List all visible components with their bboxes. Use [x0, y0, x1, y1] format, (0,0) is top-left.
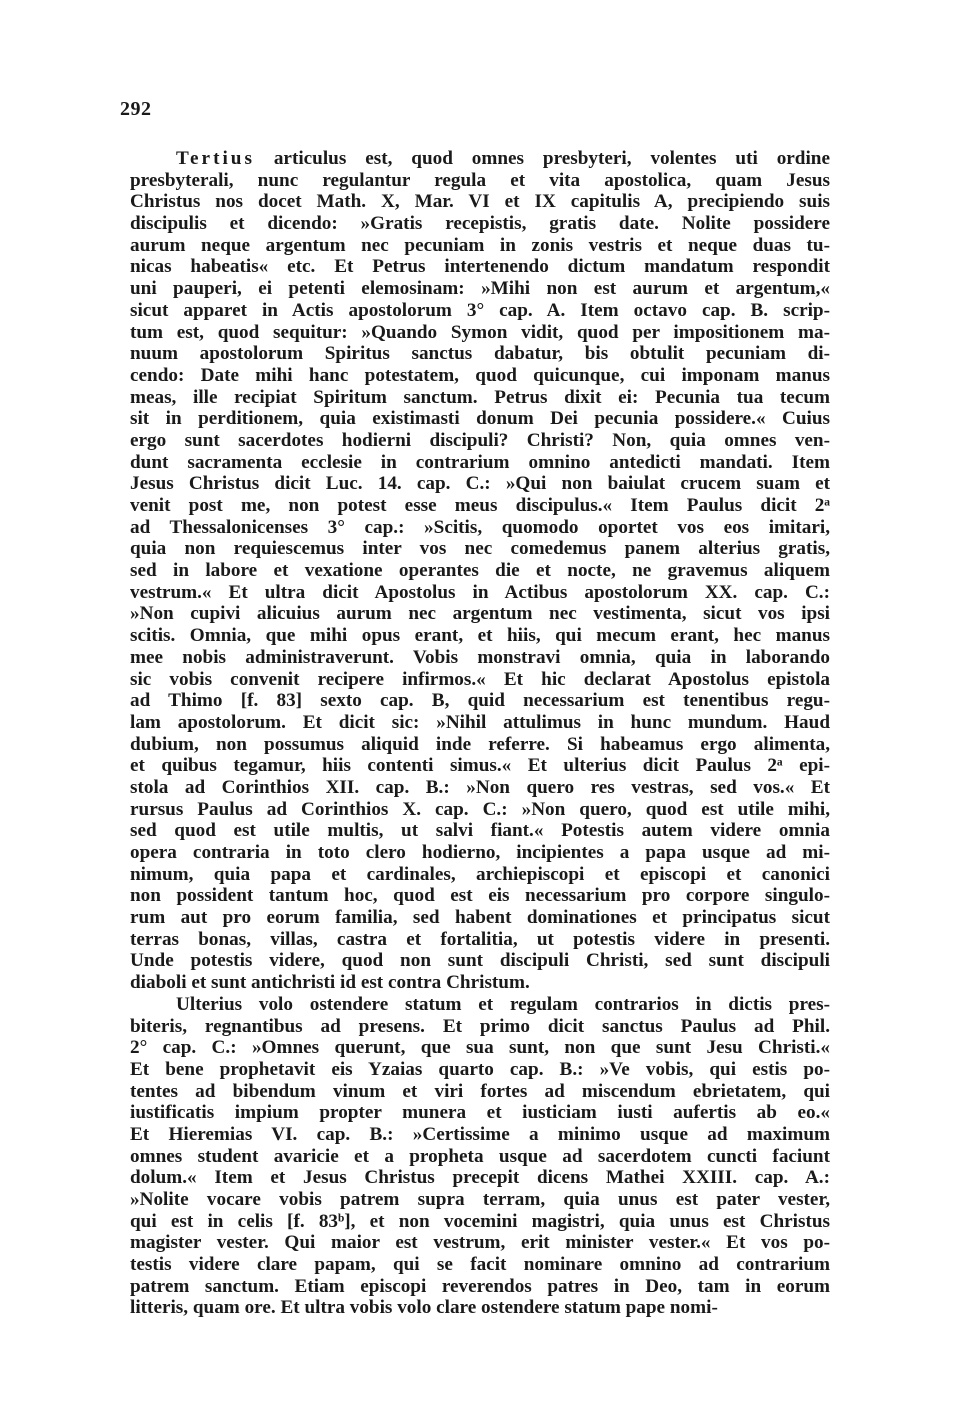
text-line: aurum neque argentum nec pecuniam in zonis vestris et neque duas tu- — [130, 234, 830, 256]
text-line: rursus Paulus ad Corinthios X. cap. C.: »Non quero, quod est utile mihi, — [130, 798, 830, 820]
text-line: diaboli et sunt antichristi id est contra Christum. — [130, 972, 530, 994]
text-line: ergo sunt sacerdotes hodierni discipuli? Christi? Non, quia omnes ven- — [130, 429, 830, 451]
text-line: iustificatis impium propter munera et iusticiam iusti aufertis ab eo.« — [130, 1102, 830, 1124]
text-line: patrem sanctum. Etiam episcopi reverendos patres in Deo, tam in eorum — [130, 1275, 830, 1297]
text-line: testis videre clare papam, qui se facit nominare omnino ad contrarium — [130, 1254, 830, 1276]
text-line: sed quod est utile multis, ut salvi fiant.« Potestis autem videre omnia — [130, 820, 830, 842]
text-line: opera contraria in toto clero hodierno, incipientes a papa usque ad mi- — [130, 842, 830, 863]
text-line: Et bene prophetavit eis Yzaias quarto cap. B.: »Ve vobis, qui estis po- — [130, 1058, 830, 1080]
text-line: mee nobis administraverunt. Vobis monstravi omnia, quia in laborando — [130, 646, 830, 668]
text-line: ad Thimo [f. 83] sexto cap. B, quid necessarium est tenentibus regu- — [130, 690, 830, 712]
text-line: tentes ad bibendum vinum et viri fortes ad miscendum ebrietatem, qui — [130, 1080, 830, 1102]
text-line: Unde potestis videre, quod non sunt discipuli Christi, sed sunt discipuli — [130, 950, 830, 972]
text-line: sicut apparet in Actis apostolorum 3° cap. A. Item octavo cap. B. scrip- — [130, 299, 830, 321]
text-line: quia non requiescemus inter vos nec comedemus panem alterius gratis, — [130, 538, 830, 560]
text-line: rum aut pro eorum familia, sed habent dominationes et principatus sicut — [130, 907, 830, 929]
text-line: Ulterius volo ostendere statum et regulam contrarios in dictis pres- — [176, 993, 830, 1015]
text-line: omnes student avaricie et a propheta usque ad sacerdotem cuncti faciunt — [130, 1145, 830, 1167]
text-line: venit post me, non potest esse meus discipulus.« Item Paulus dicit 2ᵃ — [130, 495, 830, 516]
text-line: nimum, quia papa et cardinales, archiepiscopi et episcopi et canonici — [130, 863, 830, 885]
text-line: terras bonas, villas, castra et fortalitia, ut potestis videre in presenti. — [130, 928, 830, 950]
text-line: et quibus tegamur, hiis contenti simus.« Et ulterius dicit Paulus 2ᵃ epi- — [130, 755, 830, 777]
text-line: dunt sacramenta ecclesie in contrarium omnino antedicti mandati. Item — [130, 451, 830, 473]
text-line: Christus nos docet Math. X, Mar. VI et IX capitulis A, precipiendo suis — [130, 191, 830, 213]
text-line: sed in labore et vexatione operantes die et nocte, ne gravemus aliquem — [130, 560, 830, 582]
text-line: dolum.« Item et Jesus Christus precepit dicens Mathei XXIII. cap. A.: — [130, 1167, 830, 1189]
text-line: scitis. Omnia, que mihi opus erant, et hiis, qui mecum erant, hec manus — [130, 625, 830, 647]
text-line: nuum apostolorum Spiritus sanctus dabatur, bis obtulit pecuniam di- — [130, 343, 830, 365]
text-line: ad Thessalonicenses 3° cap.: »Scitis, quomodo oportet vos eos imitari, — [130, 516, 830, 538]
text-line: stola ad Corinthios XII. cap. B.: »Non quero res vestras, sed vos.« Et — [130, 776, 830, 798]
text-line: 2° cap. C.: »Omnes querunt, que sua sunt, non que sunt Jesu Christi.« — [130, 1037, 830, 1059]
text-line: »Nolite vocare vobis patrem supra terram, quia unus est pater vester, — [130, 1189, 830, 1210]
page-number: 292 — [120, 98, 152, 120]
text-line: lam apostolorum. Et dicit sic: »Nihil attulimus in hunc mundum. Haud — [130, 711, 830, 733]
text-line: Et Hieremias VI. cap. B.: »Certissime a minimo usque ad maximum — [130, 1123, 830, 1145]
text-line: litteris, quam ore. Et ultra vobis volo clare ostendere statum pape nomi- — [130, 1297, 718, 1319]
text-line: biteris, regnantibus ad presens. Et primo dicit sanctus Paulus ad Phil. — [130, 1015, 830, 1037]
line-text: articulus est, quod omnes presbyteri, volentes uti ordine — [254, 148, 830, 169]
text-line: discipulis et dicendo: »Gratis recepistis, gratis date. Nolite possidere — [130, 213, 830, 235]
text-line: sit in perditionem, quia existimasti donum Dei pecunia possidere.« Cuius — [130, 408, 830, 430]
text-line — [130, 148, 830, 170]
text-line: presbyterali, nunc regulantur regula et vita apostolica, quam Jesus — [130, 169, 830, 191]
text-line: qui est in celis [f. 83ᵇ], et non vocemini magistri, quia unus est Christus — [130, 1210, 830, 1232]
text-line: magister vester. Qui maior est vestrum, erit minister vester.« Et vos po- — [130, 1232, 830, 1254]
first-word: Tertius — [176, 148, 255, 169]
text-line: uni pauperi, ei petenti elemosinam: »Mihi non est aurum et argentum,« — [130, 278, 830, 300]
text-line: dubium, non possumus aliquid inde referre. Si habeamus ergo alimenta, — [130, 733, 830, 755]
text-line: cendo: Date mihi hanc potestatem, quod quicunque, cui imponam manus — [130, 364, 830, 386]
text-line: sic vobis convenit recipere infirmos.« Et hic declarat Apostolus epistola — [130, 668, 830, 690]
body-text — [130, 148, 830, 1319]
text-line: vestrum.« Et ultra dicit Apostolus in Actibus apostolorum XX. cap. C.: — [130, 581, 830, 603]
text-line: meas, ille recipiat Spiritum sanctum. Petrus dixit ei: Pecunia tua tecum — [130, 386, 830, 408]
text-line: »Non cupivi alicuius aurum nec argentum nec vestimenta, sicut vos ipsi — [130, 603, 830, 625]
text-line: Jesus Christus dicit Luc. 14. cap. C.: »Qui non baiulat crucem suam et — [130, 473, 830, 495]
text-line: nicas habeatis« etc. Et Petrus intertenendo dictum mandatum respondit — [130, 256, 830, 278]
text-line: tum est, quod sequitur: »Quando Symon vidit, quod per impositionem ma- — [130, 321, 830, 343]
text-line: non possident tantum hoc, quod est eis necessarium pro corpore singulo- — [130, 885, 830, 907]
